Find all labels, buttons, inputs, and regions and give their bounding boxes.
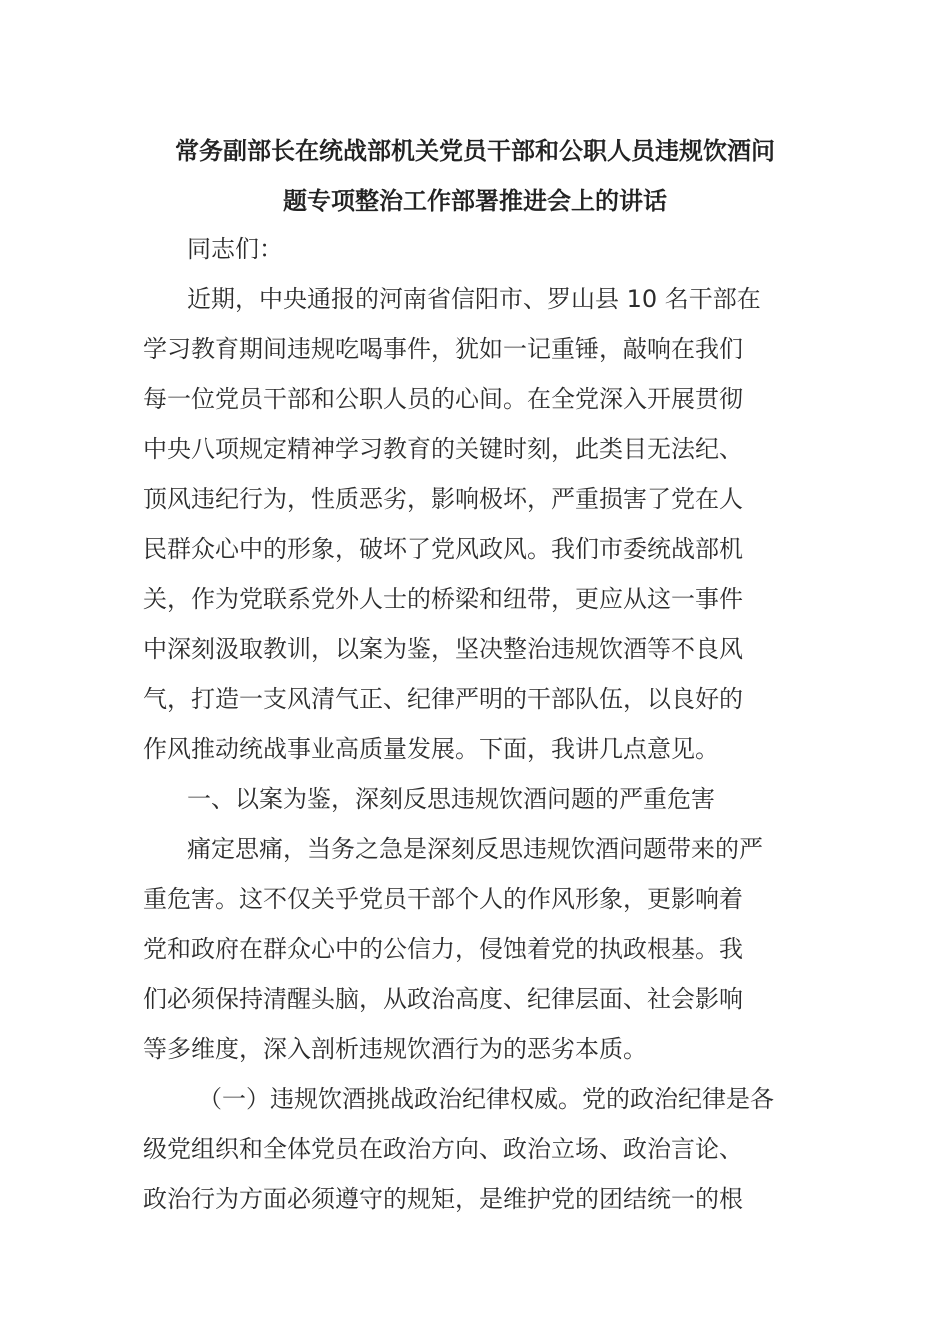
section-heading: 一、以案为鉴，深刻反思违规饮酒问题的严重危害 xyxy=(187,785,715,813)
paragraph-line: 等多维度，深入剖析违规饮酒行为的恶劣本质。 xyxy=(143,1035,647,1063)
salutation: 同志们： xyxy=(187,235,283,263)
paragraph-line: 们必须保持清醒头脑，从政治高度、纪律层面、社会影响 xyxy=(143,985,743,1013)
paragraph-line: 每一位党员干部和公职人员的心间。在全党深入开展贯彻 xyxy=(143,385,743,413)
paragraph-line: 重危害。这不仅关乎党员干部个人的作风形象，更影响着 xyxy=(143,885,743,913)
paragraph-line: 党和政府在群众心中的公信力，侵蚀着党的执政根基。我 xyxy=(143,935,743,963)
paragraph-line: 中深刻汲取教训，以案为鉴，坚决整治违规饮酒等不良风 xyxy=(143,635,743,663)
title-line-2: 题专项整治工作部署推进会上的讲话 xyxy=(283,187,667,215)
title-line-1: 常务副部长在统战部机关党员干部和公职人员违规饮酒问 xyxy=(175,137,775,165)
paragraph-line: 级党组织和全体党员在政治方向、政治立场、政治言论、 xyxy=(143,1135,743,1163)
paragraph-line: 痛定思痛，当务之急是深刻反思违规饮酒问题带来的严 xyxy=(187,835,763,863)
paragraph-line: 气，打造一支风清气正、纪律严明的干部队伍，以良好的 xyxy=(143,685,743,713)
subsection-heading: （一）违规饮酒挑战政治纪律权威。党的政治纪律是各 xyxy=(198,1085,774,1113)
paragraph-line: 顶风违纪行为，性质恶劣，影响极坏，严重损害了党在人 xyxy=(143,485,743,513)
paragraph-line: 中央八项规定精神学习教育的关键时刻，此类目无法纪、 xyxy=(143,435,743,463)
paragraph-line: 学习教育期间违规吃喝事件，犹如一记重锤，敲响在我们 xyxy=(143,335,743,363)
paragraph-line: 作风推动统战事业高质量发展。下面，我讲几点意见。 xyxy=(143,735,719,763)
paragraph-line: 民群众心中的形象，破坏了党风政风。我们市委统战部机 xyxy=(143,535,743,563)
paragraph-line: 政治行为方面必须遵守的规矩，是维护党的团结统一的根 xyxy=(143,1185,743,1213)
paragraph-line: 近期，中央通报的河南省信阳市、罗山县 10 名干部在 xyxy=(187,285,761,313)
paragraph-line: 关，作为党联系党外人士的桥梁和纽带，更应从这一事件 xyxy=(143,585,743,613)
